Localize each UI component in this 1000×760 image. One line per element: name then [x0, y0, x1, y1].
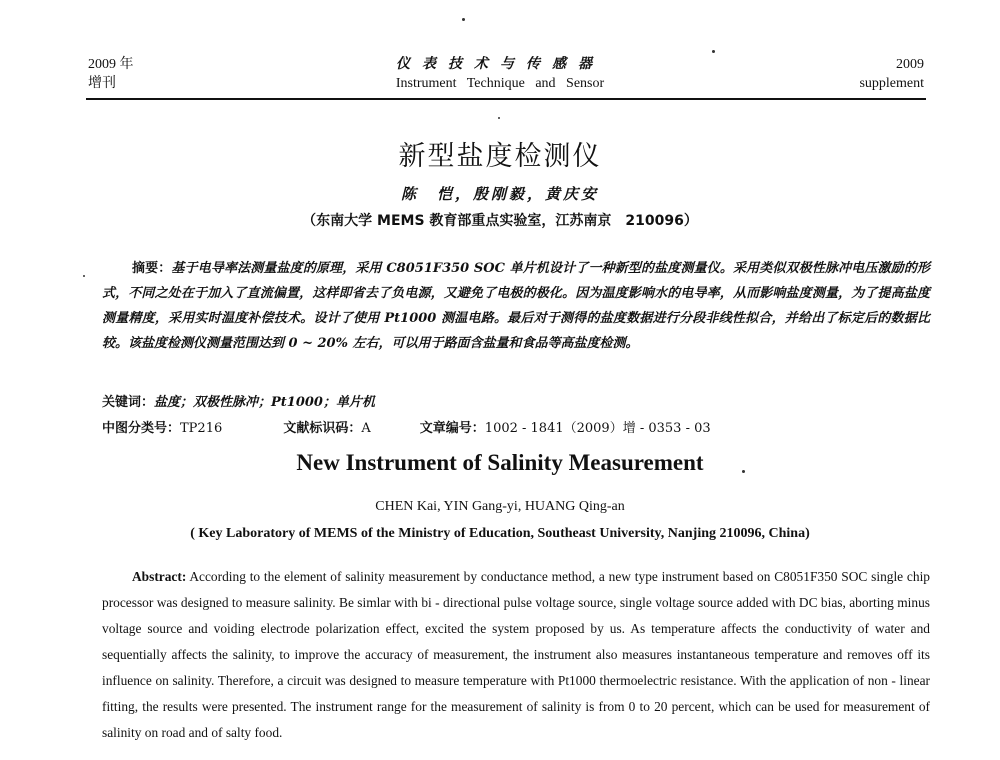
keywords-label: 关键词：	[102, 395, 155, 410]
keywords-text: 盐度；双极性脉冲；Pt1000；单片机	[154, 395, 375, 410]
journal-title-cn: 仪表技术与传感器	[396, 56, 604, 72]
header-issue: 增刊	[88, 76, 116, 91]
scan-speck	[83, 275, 85, 277]
article-no-label: 文章编号：	[419, 421, 485, 436]
header-left	[88, 55, 134, 93]
abstract-cn-label: 摘要：	[132, 261, 172, 276]
abstract-en	[102, 564, 930, 746]
classification-line	[102, 417, 711, 436]
authors-cn: 陈 恺，殷刚毅，黄庆安	[400, 185, 599, 203]
abstract-en-label: Abstract:	[132, 569, 187, 584]
journal-title-en: Instrument Technique and Sensor	[395, 76, 605, 91]
header-issue-right: supplement	[859, 76, 924, 91]
header-right	[859, 55, 924, 93]
abstract-cn-text: 基于电导率法测量盐度的原理，采用 C8051F350 SOC 单片机设计了一种新型的盐度测量仪。采用类似双极性脉冲电压激励的形式，不同之处在于加入了直流偏置，这样即省去了负电源，又避免了电极的极化。因为温度影响水的电导率，从而影响盐度测量，为了提高盐度测量精度，采用实时温度补偿技术。设计了使用 Pt1000 测温电路。最后对于测得的盐度数据进行分段非线性拟合，并给出了标定后的数据比较。该盐度检测仪测量范围达到 0 ~ 20% 左右，可以用于路面含盐量和食品等高盐度检测。	[102, 261, 930, 351]
clc-value: TP216	[180, 421, 223, 436]
doc-code-label: 文献标识码：	[283, 421, 362, 436]
paper-title-en: New Instrument of Salinity Measurement	[296, 450, 704, 475]
article-no-value: 1002 - 1841（2009）增 - 0353 - 03	[484, 421, 711, 436]
header-year-right: 2009	[896, 57, 924, 72]
affiliation-en: ( Key Laboratory of MEMS of the Ministry of Education, Southeast University, Nanjing 210096, China)	[190, 526, 810, 541]
scan-speck	[462, 18, 465, 21]
header-center	[300, 55, 700, 93]
authors-en: CHEN Kai, YIN Gang-yi, HUANG Qing-an	[375, 499, 625, 514]
affiliation-cn: （东南大学 MEMS 教育部重点实验室，江苏南京 210096）	[302, 213, 698, 229]
header-rule	[86, 98, 926, 100]
scan-speck	[712, 50, 715, 53]
scan-speck	[498, 117, 500, 119]
doc-code-value: A	[361, 421, 371, 436]
clc-label: 中图分类号：	[102, 421, 181, 436]
abstract-en-text: According to the element of salinity measurement by conductance method, a new type instrument based on C8051F350 SOC single chip processor was designed to measure salinity. Be simlar with bi - directional pulse voltage source, single voltage source added with DC bias, aborting minus voltage source and voiding electrode polarization effect, excited the system proposed by us. As temperature affects the conductivity of water and sequentially affects the salinity, to improve the accuracy of measurement, the instrument also measures instantaneous temperature and removes off its influence on salinity. Therefore, a circuit was designed to measure temperature with Pt1000 thermoelectric resistance. With the application of non - linear fitting, the results were presented. The instrument range for the measurement of salinity is from 0 to 20 percent, which can be used for measurement of salinity on road and of salty food.	[102, 569, 930, 740]
keywords-cn	[102, 391, 375, 410]
header-year: 2009 年	[88, 57, 134, 72]
paper-title-cn: 新型盐度检测仪	[398, 141, 602, 172]
abstract-cn	[102, 256, 930, 356]
